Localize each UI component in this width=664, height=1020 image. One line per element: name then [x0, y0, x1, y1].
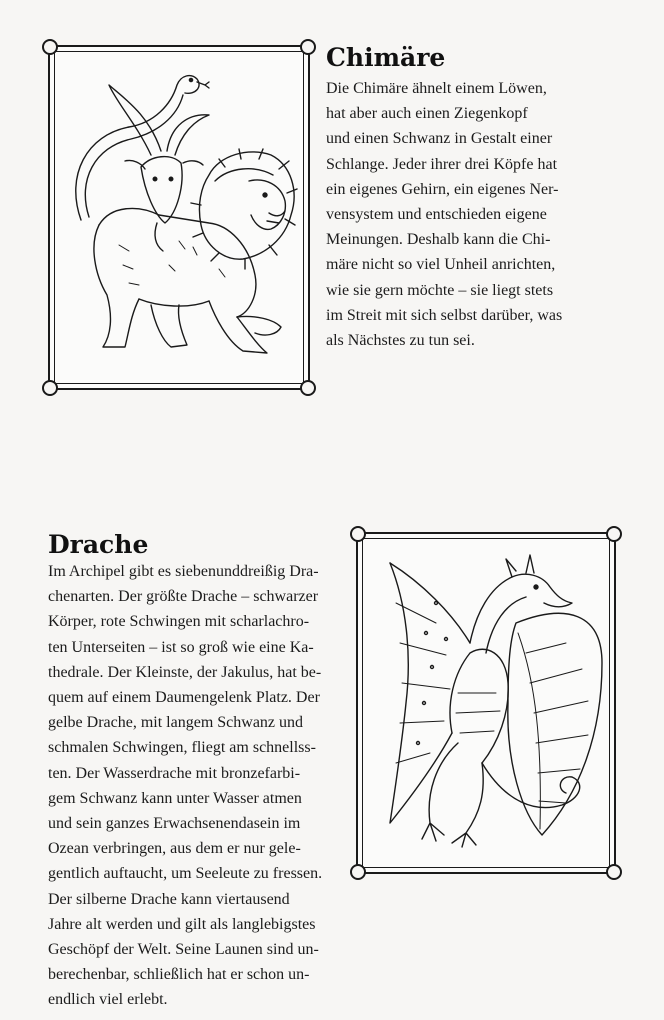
dragon-illustration — [356, 532, 616, 874]
text-line: und einen Schwanz in Gestalt einer — [326, 130, 553, 148]
text-line: gentlich auftaucht, um Seeleute zu fressen. — [48, 865, 323, 883]
text-line: thedrale. Der Kleinste, der Jakulus, hat be- — [48, 663, 322, 681]
text-line: Geschöpf der Welt. Seine Launen sind un- — [48, 941, 319, 959]
text-line: gem Schwanz kann unter Wasser atmen — [48, 789, 302, 807]
text-line: und sein ganzes Erwachsenendasein im — [48, 815, 301, 833]
frame-corner-ornament — [350, 864, 366, 880]
text-line: Jahre alt werden und gilt als langlebigstes — [48, 915, 316, 933]
section-title-drache: Drache — [48, 530, 149, 559]
section-body-drache — [48, 559, 338, 1013]
text-line: endlich viel erlebt. — [48, 991, 168, 1009]
text-line: Die Chimäre ähnelt einem Löwen, — [326, 80, 547, 97]
frame-corner-ornament — [42, 39, 58, 55]
text-line: wie sie gern möchte – sie liegt stets — [326, 281, 554, 299]
frame-corner-ornament — [606, 526, 622, 542]
section-title-chimaere: Chimäre — [326, 43, 446, 72]
frame-corner-ornament — [300, 380, 316, 396]
frame-corner-ornament — [606, 864, 622, 880]
text-line: chenarten. Der größte Drache – schwarzer — [48, 588, 319, 606]
text-line: im Streit mit sich selbst darüber, was — [326, 306, 563, 324]
text-line: Im Archipel gibt es siebenunddreißig Dra- — [48, 563, 319, 580]
text-line: schmalen Schwingen, fliegt am schnellss- — [48, 739, 316, 757]
text-line: Meinungen. Deshalb kann die Chi- — [326, 231, 551, 249]
chimera-drawing — [58, 55, 300, 380]
text-line: ten Unterseiten – ist so groß wie eine Ka- — [48, 638, 314, 656]
text-line: berechenbar, schließlich hat er schon un- — [48, 966, 310, 984]
frame-corner-ornament — [300, 39, 316, 55]
text-line: quem auf einem Daumengelenk Platz. Der — [48, 689, 320, 707]
text-line: Ozean verbringen, aus dem er nur gele- — [48, 840, 301, 858]
text-line: Schlange. Jeder ihrer drei Köpfe hat — [326, 155, 558, 173]
text-line: gelbe Drache, mit langem Schwanz und — [48, 714, 304, 732]
frame-corner-ornament — [350, 526, 366, 542]
section-body-chimaere — [326, 76, 582, 353]
chimera-illustration — [48, 45, 310, 390]
dragon-drawing — [366, 542, 606, 864]
text-line: Der silberne Drache kann viertausend — [48, 890, 290, 908]
text-line: hat aber auch einen Ziegenkopf — [326, 105, 528, 123]
text-line: ein eigenes Gehirn, ein eigenes Ner- — [326, 180, 559, 198]
frame-corner-ornament — [42, 380, 58, 396]
text-line: vensystem und entschieden eigene — [326, 206, 547, 224]
text-line: Körper, rote Schwingen mit scharlachro- — [48, 613, 310, 631]
text-line: als Nächstes zu tun sei. — [326, 332, 475, 350]
text-line: märe nicht so viel Unheil anrichten, — [326, 256, 556, 274]
text-line: ten. Der Wasserdrache mit bronzefarbi- — [48, 764, 301, 782]
